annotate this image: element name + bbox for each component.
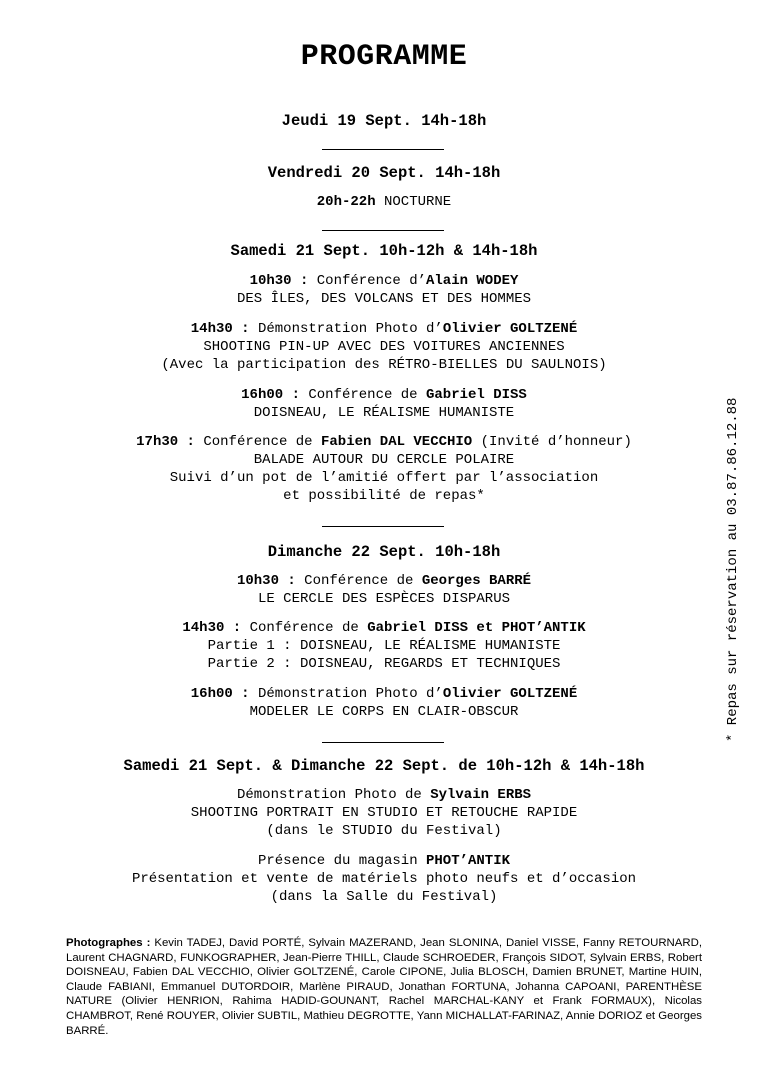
photographers-credits [66,936,702,1038]
event-speaker: Sylvain ERBS [430,787,532,803]
day-heading-dimanche: Dimanche 22 Sept. 10h-18h [267,543,501,561]
event-speaker: Gabriel DISS [426,387,527,403]
event-samedi-2 [40,320,728,374]
event-header [40,572,728,590]
event-header [40,386,728,404]
event-line: Partie 2 : DOISNEAU, REGARDS ET TECHNIQUES [207,656,561,672]
event-intro: Conférence de [194,434,321,450]
event-time: 14h30 : [182,620,242,636]
event-header [40,619,728,637]
event-line: (dans la Salle du Festival) [270,889,498,905]
event-time: 10h30 : [249,273,309,289]
event-line: LE CERCLE DES ESPÈCES DISPARUS [257,591,511,607]
event-samedi-4 [40,433,728,505]
event-intro: Conférence d’ [308,273,426,289]
nocturne-time: 20h-22h [316,194,376,210]
event-speaker: Alain WODEY [426,273,519,289]
event-time: 17h30 : [136,434,195,450]
event-samedi-1 [40,272,728,308]
event-line: Partie 1 : DOISNEAU, LE RÉALISME HUMANISTE [207,638,561,654]
event-dimanche-2 [40,619,728,673]
event-line: (Avec la participation des RÉTRO-BIELLES DU SAULNOIS) [161,357,607,373]
event-line: DES ÎLES, DES VOLCANS ET DES HOMMES [236,291,532,307]
day-heading-jeudi: Jeudi 19 Sept. 14h-18h [281,112,487,130]
event-dimanche-1 [40,572,728,608]
event-line: Présentation et vente de matériels photo neufs et d’occasion [131,871,637,887]
event-speaker: Gabriel DISS et PHOT’ANTIK [367,620,586,636]
event-intro: Présence du magasin [257,853,426,869]
event-speaker: Fabien DAL VECCHIO [320,434,473,450]
nocturne-line [40,193,728,211]
event-line: Suivi d’un pot de l’amitié offert par l’association [169,470,599,486]
credits-names: Kevin TADEJ, David PORTÉ, Sylvain MAZERAND, Jean SLONINA, Daniel VISSE, Fanny RETOURNARD, Laurent CHAGNARD, FUNKOGRAPHER, Jean-Pierre THILL, Claude SCHROEDER, François SIDOT, Sylvain ERBS, Robert DOISNEAU, Fabien DAL VECCHIO, Olivier GOLTZENÉ, Carole CIPONE, Julia BLOSCH, Damien BRUNET, Martine HUIN, Claude FABIANI, Emmanuel DUTORDOIR, Marlène PIRAUD, Jonathan FORTUNA, Johanna CAPOANI, PARENTHÈSE NATURE (Olivier HENRION, Rahima HADID-GOUNANT, Rachel MARCHAL-KANY et Frank FORMAUX), Nicolas CHAMBROT, René ROUYER, Olivier SUBTIL, Mathieu DEGROTTE, Yann MICHALLAT-FARINAZ, Annie DORIOZ et Georges BARRÉ. [66,937,702,1037]
event-line: et possibilité de repas* [283,488,485,504]
event-intro: Démonstration Photo d’ [249,321,443,337]
divider [322,149,444,150]
event-time: 16h00 : [190,686,250,702]
divider [322,526,444,527]
divider [322,742,444,743]
event-header [40,786,728,804]
event-line: SHOOTING PORTRAIT EN STUDIO ET RETOUCHE RAPIDE [190,805,578,821]
event-header [40,272,728,290]
event-intro: Démonstration Photo de [236,787,431,803]
event-weekend-shop [40,852,728,906]
event-dimanche-3 [40,685,728,721]
event-header [40,852,728,870]
page-title: PROGRAMME [300,40,468,74]
event-intro: Conférence de [295,573,422,589]
nocturne-label: NOCTURNE [375,194,452,210]
event-line: SHOOTING PIN-UP AVEC DES VOITURES ANCIENNES [203,339,565,355]
event-speaker: Olivier GOLTZENÉ [442,686,578,702]
event-header [40,320,728,338]
event-header [40,433,728,451]
event-line: DOISNEAU, LE RÉALISME HUMANISTE [253,405,515,421]
shop-name: PHOT’ANTIK [426,853,511,869]
event-speaker: Olivier GOLTZENÉ [442,321,578,337]
event-suffix: (Invité d’honneur) [472,434,632,450]
event-line: MODELER LE CORPS EN CLAIR-OBSCUR [249,704,519,720]
event-intro: Démonstration Photo d’ [249,686,443,702]
day-heading-vendredi: Vendredi 20 Sept. 14h-18h [267,164,501,182]
event-line: (dans le STUDIO du Festival) [266,823,502,839]
event-weekend-demo [40,786,728,840]
event-header [40,685,728,703]
event-time: 16h00 : [241,387,300,403]
day-heading-samedi: Samedi 21 Sept. 10h-12h & 14h-18h [230,242,538,260]
divider [322,230,444,231]
event-intro: Conférence de [299,387,426,403]
event-line: BALADE AUTOUR DU CERCLE POLAIRE [253,452,515,468]
event-intro: Conférence de [241,620,368,636]
day-heading-weekend: Samedi 21 Sept. & Dimanche 22 Sept. de 10h-12h & 14h-18h [123,757,645,775]
event-time: 14h30 : [190,321,250,337]
event-samedi-3 [40,386,728,422]
event-speaker: Georges BARRÉ [421,573,532,589]
event-time: 10h30 : [236,573,296,589]
credits-label: Photographes : [66,937,151,949]
reservation-note: * Repas sur réservation au 03.87.86.12.88 [725,397,741,742]
